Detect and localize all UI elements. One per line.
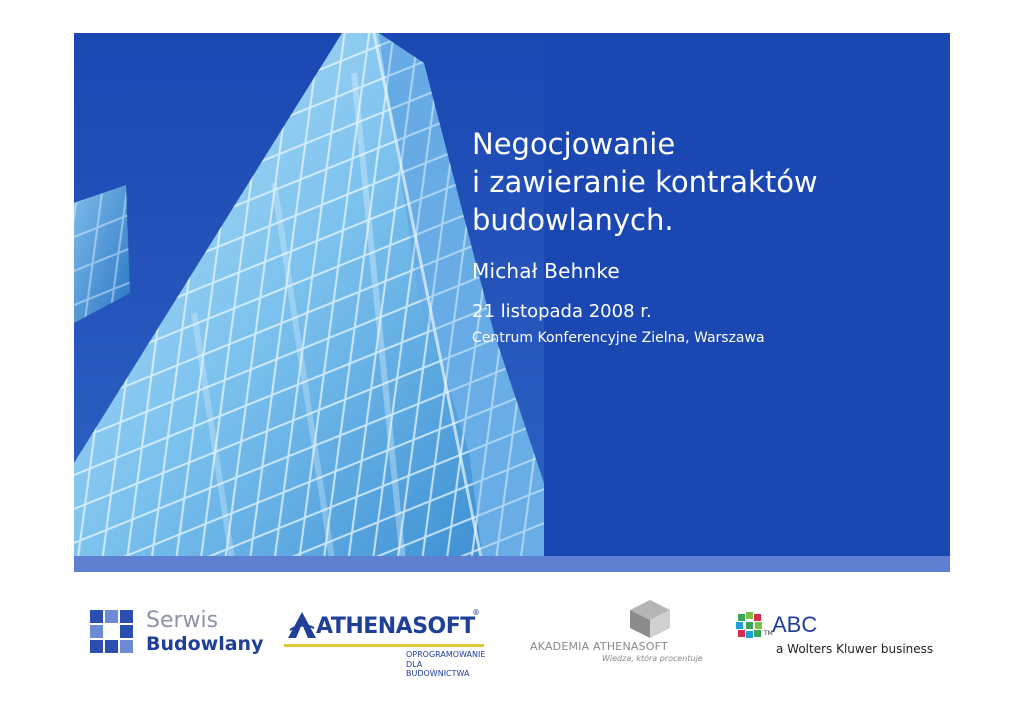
abc-tagline: a Wolters Kluwer business [776,642,934,656]
title-block [472,125,932,346]
hero-bottom-band [74,556,950,572]
athenasoft-underline [284,644,484,647]
venue: Centrum Konferencyjne Zielna, Warszawa [472,330,765,346]
athenasoft-a-icon [288,612,316,638]
title-line-3: budowlanych. [472,203,674,237]
slide-title [472,125,932,239]
wolters-kluwer-globe-icon [734,610,764,640]
akademia-name: AKADEMIA ATHENASOFT [530,640,668,653]
athenasoft-logo [284,602,486,678]
sponsor-logos [74,596,950,676]
author-name: Michał Behnke [472,259,620,283]
serwis-line1: Serwis [146,608,219,633]
title-line-2: i zawieranie kontraktów [472,165,818,199]
abc-trademark: TM [764,630,773,637]
title-line-1: Negocjowanie [472,127,676,161]
akademia-slogan: Wiedza, która procentuje [602,654,703,663]
presentation-date: 21 listopada 2008 r. [472,301,652,322]
abc-brand: ABC [772,612,818,637]
akademia-athenasoft-logo [530,600,703,666]
serwis-line2: Budowlany [146,633,264,655]
serwis-budowlany-logo [90,606,264,658]
serwis-grid-icon [90,610,134,654]
abc-wolters-kluwer-logo [734,608,934,664]
athenasoft-registered: ® [472,608,480,617]
athenasoft-name: ATHENASOFT [316,614,475,639]
athenasoft-sub2: DLA BUDOWNICTWA [406,660,470,678]
akademia-cube-icon [630,600,670,638]
hero-banner [74,33,950,572]
athenasoft-sub1: OPROGRAMOWANIE [406,650,486,659]
